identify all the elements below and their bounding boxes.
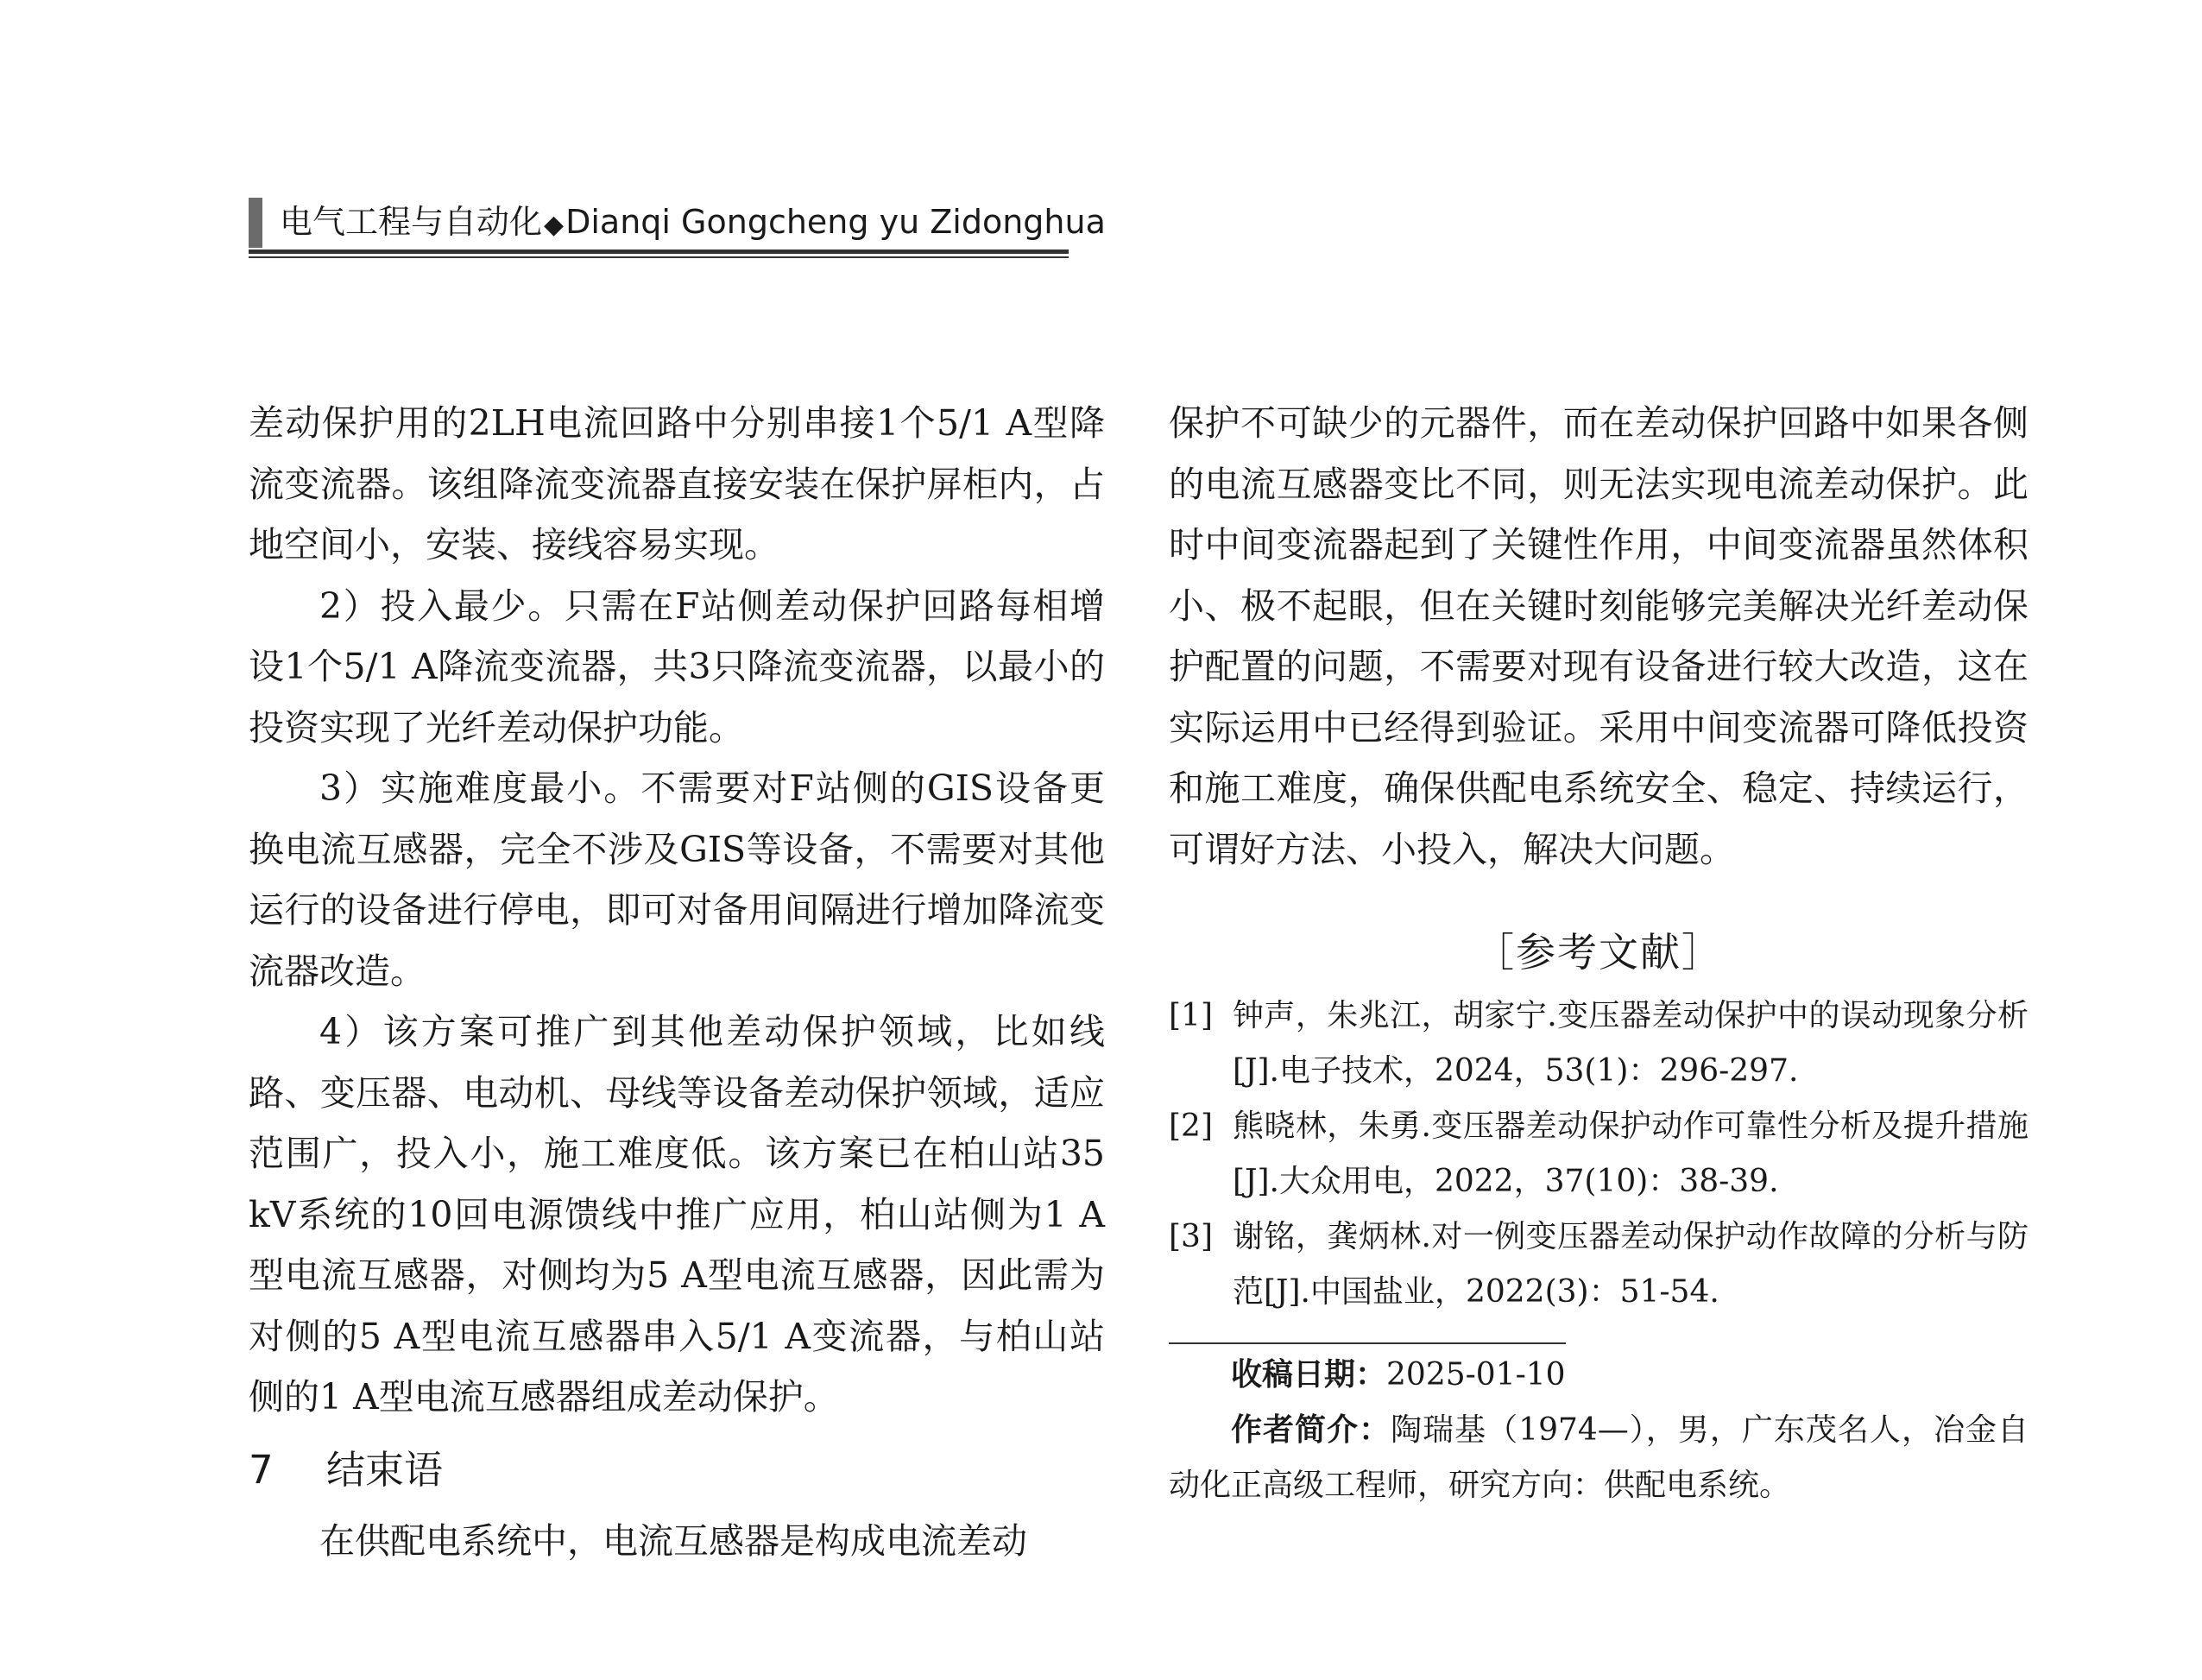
paragraph-point-3: 3）实施难度最小。不需要对F站侧的GIS设备更换电流互感器，完全不涉及GIS等设备，不需要对其他运行的设备进行停电，即可对备用间隔进行增加降流变流器改造。 [249, 767, 1105, 992]
received-date-note [1169, 1348, 2028, 1403]
received-date-value: 2025-01-10 [1386, 1357, 1566, 1393]
running-header [249, 194, 1106, 256]
reference-number: [2] [1169, 1108, 1213, 1144]
header-rule-thin [249, 256, 1069, 258]
reference-text: 熊晓林，朱勇.变压器差动保护动作可靠性分析及提升措施[J].大众用电，2022，37(10)：38-39. [1233, 1108, 2028, 1199]
journal-section-title [280, 199, 1106, 248]
author-bio-label: 作者简介： [1231, 1412, 1391, 1448]
reference-text: 钟声，朱兆江，胡家宁.变压器差动保护中的误动现象分析[J].电子技术，2024，53(1)：296-297. [1233, 998, 2028, 1089]
reference-number: [1] [1169, 998, 1213, 1033]
reference-item [1169, 1099, 2028, 1209]
paragraph-conclusion-continued: 保护不可缺少的元器件，而在差动保护回路中如果各侧的电流互感器变比不同，则无法实现电流差动保护。此时中间变流器起到了关键性作用，中间变流器虽然体积小、极不起眼，但在关键时刻能够完美解决光纤差动保护配置的问题，不需要对现有设备进行较大改造，这在实际运用中已经得到验证。采用中间变流器可降低投资和施工难度，确保供配电系统安全、稳定、持续运行，可谓好方法、小投入，解决大问题。 [1169, 402, 2028, 870]
header-rule-thick [249, 249, 1069, 254]
footnote-divider [1169, 1342, 1566, 1344]
paragraph-point-2: 2）投入最少。只需在F站侧差动保护回路每相增设1个5/1 A降流变流器，共3只降流变流器，以最小的投资实现了光纤差动保护功能。 [249, 584, 1105, 748]
left-column [249, 393, 1105, 1571]
header-bar-mark [249, 198, 262, 248]
section-title: 结束语 [326, 1446, 444, 1493]
paragraph-point-4: 4）该方案可推广到其他差动保护领域，比如线路、变压器、电动机、母线等设备差动保护领域，适应范围广，投入小，施工难度低。该方案已在柏山站35 kV系统的10回电源馈线中推广应用，柏山站侧为1 A型电流互感器，对侧均为5 A型电流互感器，因此需为对侧的5 A型电流互感器串入5/1 A变流器，与柏山站侧的1 A型电流互感器组成差动保护。 [249, 1011, 1105, 1418]
header-title-pinyin: Dianqi Gongcheng yu Zidonghua [565, 203, 1106, 241]
right-column [1169, 393, 2028, 1513]
author-bio-note [1169, 1403, 2028, 1513]
section-heading [249, 1431, 1105, 1509]
paragraph-continuation: 差动保护用的2LH电流回路中分别串接1个5/1 A型降流变流器。该组降流变流器直接安装在保护屏柜内，占地空间小，安装、接线容易实现。 [249, 402, 1105, 565]
author-bio-value: 陶瑞基（1974—），男，广东茂名人，冶金自动化正高级工程师，研究方向：供配电系统。 [1169, 1412, 2028, 1503]
received-date-label: 收稿日期： [1231, 1357, 1387, 1393]
header-title-cn: 电气工程与自动化 [280, 203, 543, 241]
section-number: 7 [249, 1446, 274, 1493]
reference-item [1169, 1209, 2028, 1320]
reference-text: 谢铭，龚炳林.对一例变压器差动保护动作故障的分析与防范[J].中国盐业，2022(3)：51-54. [1233, 1219, 2028, 1310]
references-heading: ［参考文献］ [1474, 929, 1723, 976]
reference-item [1169, 988, 2028, 1099]
diamond-icon: ◆ [544, 210, 565, 240]
paragraph-conclusion-start: 在供配电系统中，电流互感器是构成电流差动 [319, 1519, 1027, 1562]
reference-number: [3] [1169, 1219, 1213, 1254]
